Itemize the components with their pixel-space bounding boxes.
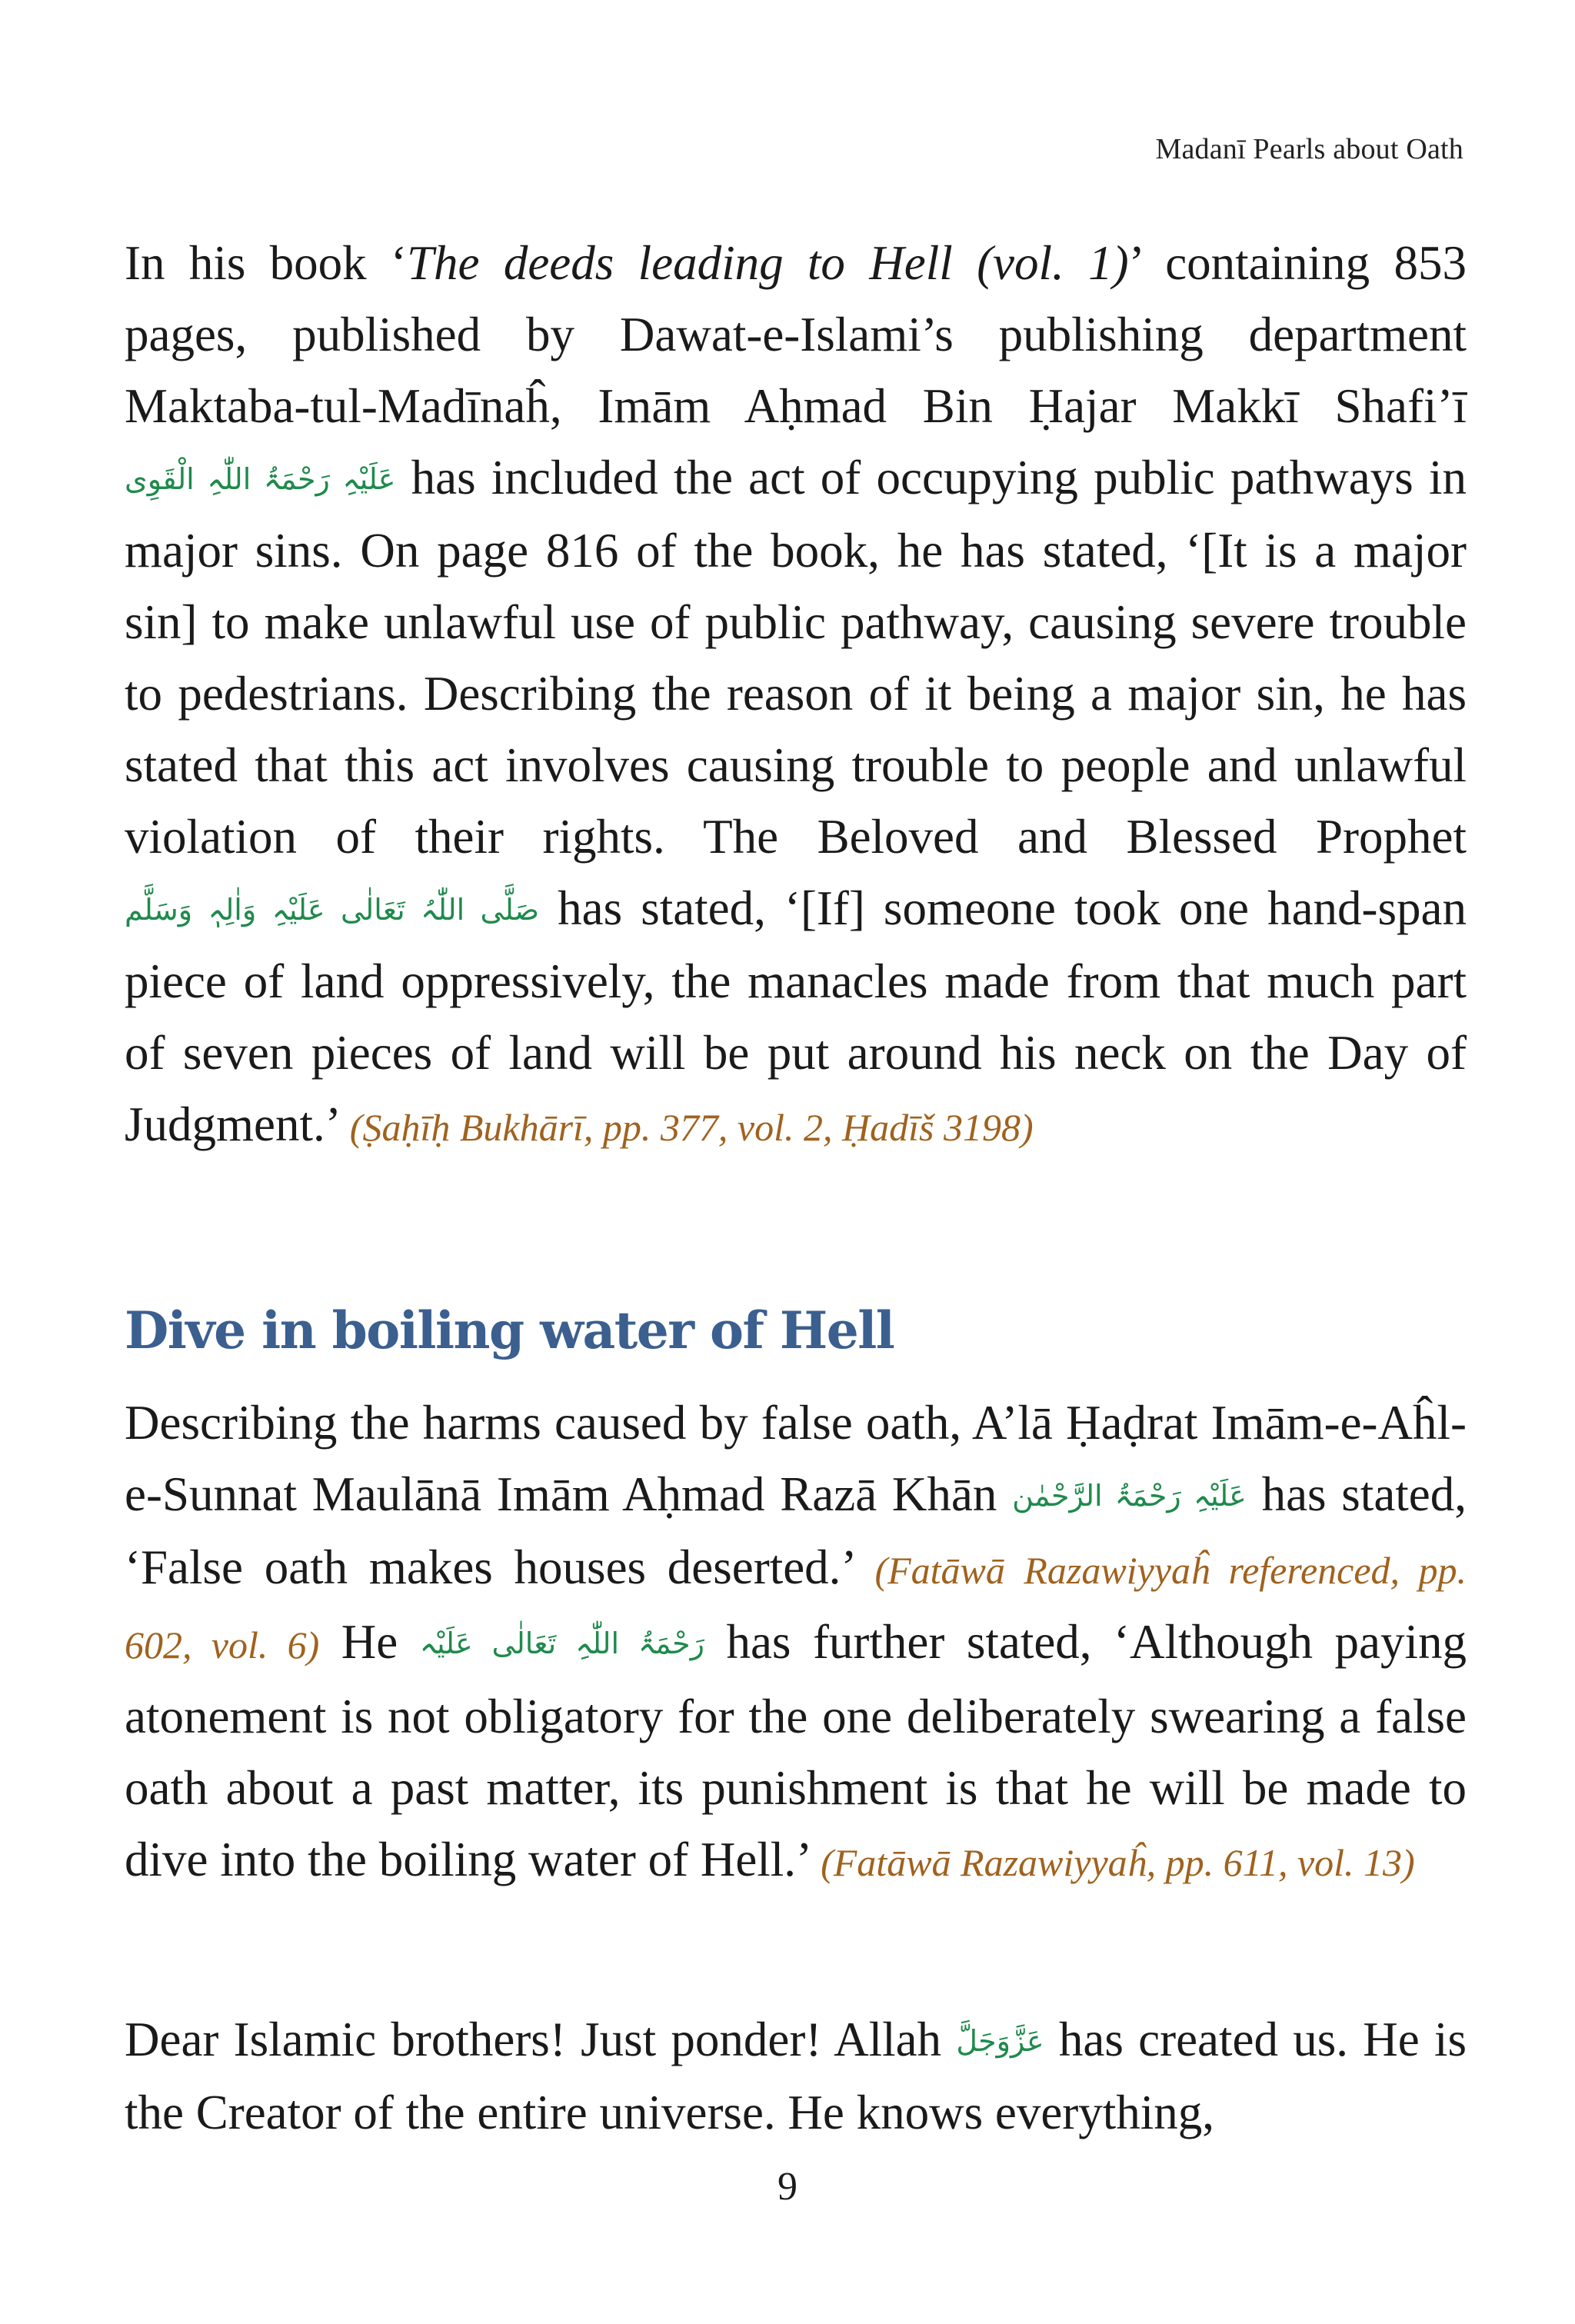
paragraph-2-part-3: He bbox=[319, 1615, 398, 1669]
paragraph-1-part-1: In his book ‘ bbox=[125, 236, 407, 290]
paragraph-2-part-2: has stated, ‘False oath makes houses deserted.’ bbox=[125, 1467, 1467, 1594]
arabic-honorific: رَحْمَۃُ اللّٰہِ تَعَالٰی عَلَیْہ bbox=[419, 1626, 704, 1660]
section-heading: Dive in boiling water of Hell bbox=[125, 1300, 894, 1360]
arabic-honorific: عَلَیْہِ رَحْمَۃُ اللّٰہِ الْقَوِی bbox=[125, 462, 396, 496]
arabic-honorific: عَزَّوَجَلَّ bbox=[956, 2024, 1044, 2058]
arabic-salutation: صَلَّی اللّٰہُ تَعَالٰی عَلَیْہِ وَاٰلِہٖ وَسَلَّم bbox=[125, 893, 540, 927]
arabic-honorific: عَلَیْہِ رَحْمَۃُ الرَّحْمٰن bbox=[1012, 1479, 1247, 1513]
paragraph-2-part-1: Describing the harms caused by false oath, A’lā Ḥaḍrat Imām-e-Aĥl-e-Sunnat Maulānā Imām Aḥmad Razā Khān bbox=[125, 1396, 1467, 1521]
paragraph-1-part-2: ’ containing 853 pages, published by Dawat-e-Islami’s publishing department Maktaba-tul-Madīnaĥ, Imām Aḥmad Bin Ḥajar Makkī Shafi’ī bbox=[125, 236, 1467, 433]
paragraph-3 bbox=[125, 2004, 1467, 2149]
paragraph-1-part-4: has stated, ‘[If] someone took one hand-span piece of land oppressively, the manacles made from that much part of seven pieces of land will be put around his neck on the Day of Judgment.’ bbox=[125, 881, 1467, 1151]
book-title: The deeds leading to Hell (vol. 1) bbox=[407, 236, 1129, 290]
paragraph-1 bbox=[125, 228, 1467, 1164]
running-head: Madanī Pearls about Oath bbox=[1155, 133, 1463, 165]
paragraph-2-part-4: has further stated, ‘Although paying atonement is not obligatory for the one deliberately swearing a false oath about a past matter, its punishment is that he will be made to dive into the boiling water of Hell.’ bbox=[125, 1615, 1467, 1886]
paragraph-3-part-1: Dear Islamic brothers! Just ponder! Allah bbox=[125, 2013, 942, 2066]
paragraph-3-part-2: has created us. He is the Creator of the entire universe. He knows everything, bbox=[125, 2013, 1467, 2139]
paragraph-2 bbox=[125, 1387, 1467, 1899]
reference-citation: (Fatāwā Razawiyyaĥ referenced, pp. 602, vol. 6) bbox=[125, 1549, 1467, 1666]
page-number: 9 bbox=[778, 2165, 797, 2209]
reference-citation: (Ṣaḥīḥ Bukhārī, pp. 377, vol. 2, Ḥadīš 3198) bbox=[349, 1106, 1034, 1149]
reference-citation: (Fatāwā Razawiyyaĥ, pp. 611, vol. 13) bbox=[821, 1841, 1415, 1884]
paragraph-1-part-3: has included the act of occupying public pathways in major sins. On page 816 of the book, he has stated, ‘[It is a major sin] to make unlawful use of public pathway, causing severe trouble to pedestrians. Describing the reason of it being a major sin, he has stated that this act involves causing trouble to people and unlawful violation of their rights. The Beloved and Blessed Prophet bbox=[125, 451, 1467, 864]
